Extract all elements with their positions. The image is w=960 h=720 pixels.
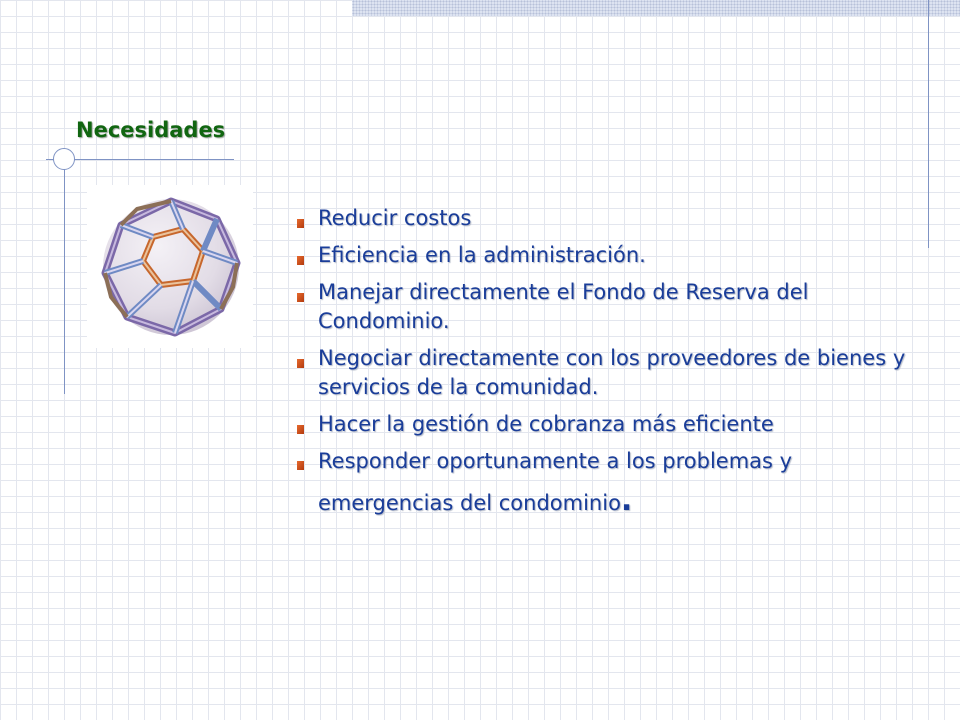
bullet-text: Eficiencia en la administración. [318, 243, 646, 267]
bullet-square-icon [297, 256, 304, 265]
bullet-square-icon [297, 293, 304, 302]
decorative-top-band [352, 0, 960, 16]
bullet-item [318, 241, 918, 270]
slide-title: Necesidades [76, 118, 226, 142]
bullet-item [318, 441, 918, 523]
bullet-text: Responder oportunamente a los problemas y emergencias del condominio [318, 449, 793, 515]
bullet-item [318, 278, 918, 336]
bullet-square-icon [297, 219, 304, 228]
bullet-square-icon [297, 425, 304, 434]
bullet-square-icon [297, 461, 304, 470]
bullet-trailing-period: . [620, 483, 633, 518]
bullet-text: Manejar directamente el Fondo de Reserva del Condominio. [318, 280, 809, 333]
polyhedron-image [87, 185, 253, 348]
bullet-item [318, 344, 918, 402]
bullet-list [318, 204, 918, 531]
bullet-text: Reducir costos [318, 206, 472, 230]
decorative-left-rule [64, 150, 65, 394]
bullet-text: Hacer la gestión de cobranza más eficiente [318, 412, 774, 436]
bullet-item [318, 204, 918, 233]
crosshair-circle-icon [53, 148, 75, 170]
bullet-square-icon [297, 359, 304, 368]
decorative-right-rule [928, 0, 929, 248]
polyhedron-icon [87, 185, 253, 348]
bullet-text: Negociar directamente con los proveedores de bienes y servicios de la comunidad. [318, 346, 906, 399]
bullet-item [318, 410, 918, 439]
